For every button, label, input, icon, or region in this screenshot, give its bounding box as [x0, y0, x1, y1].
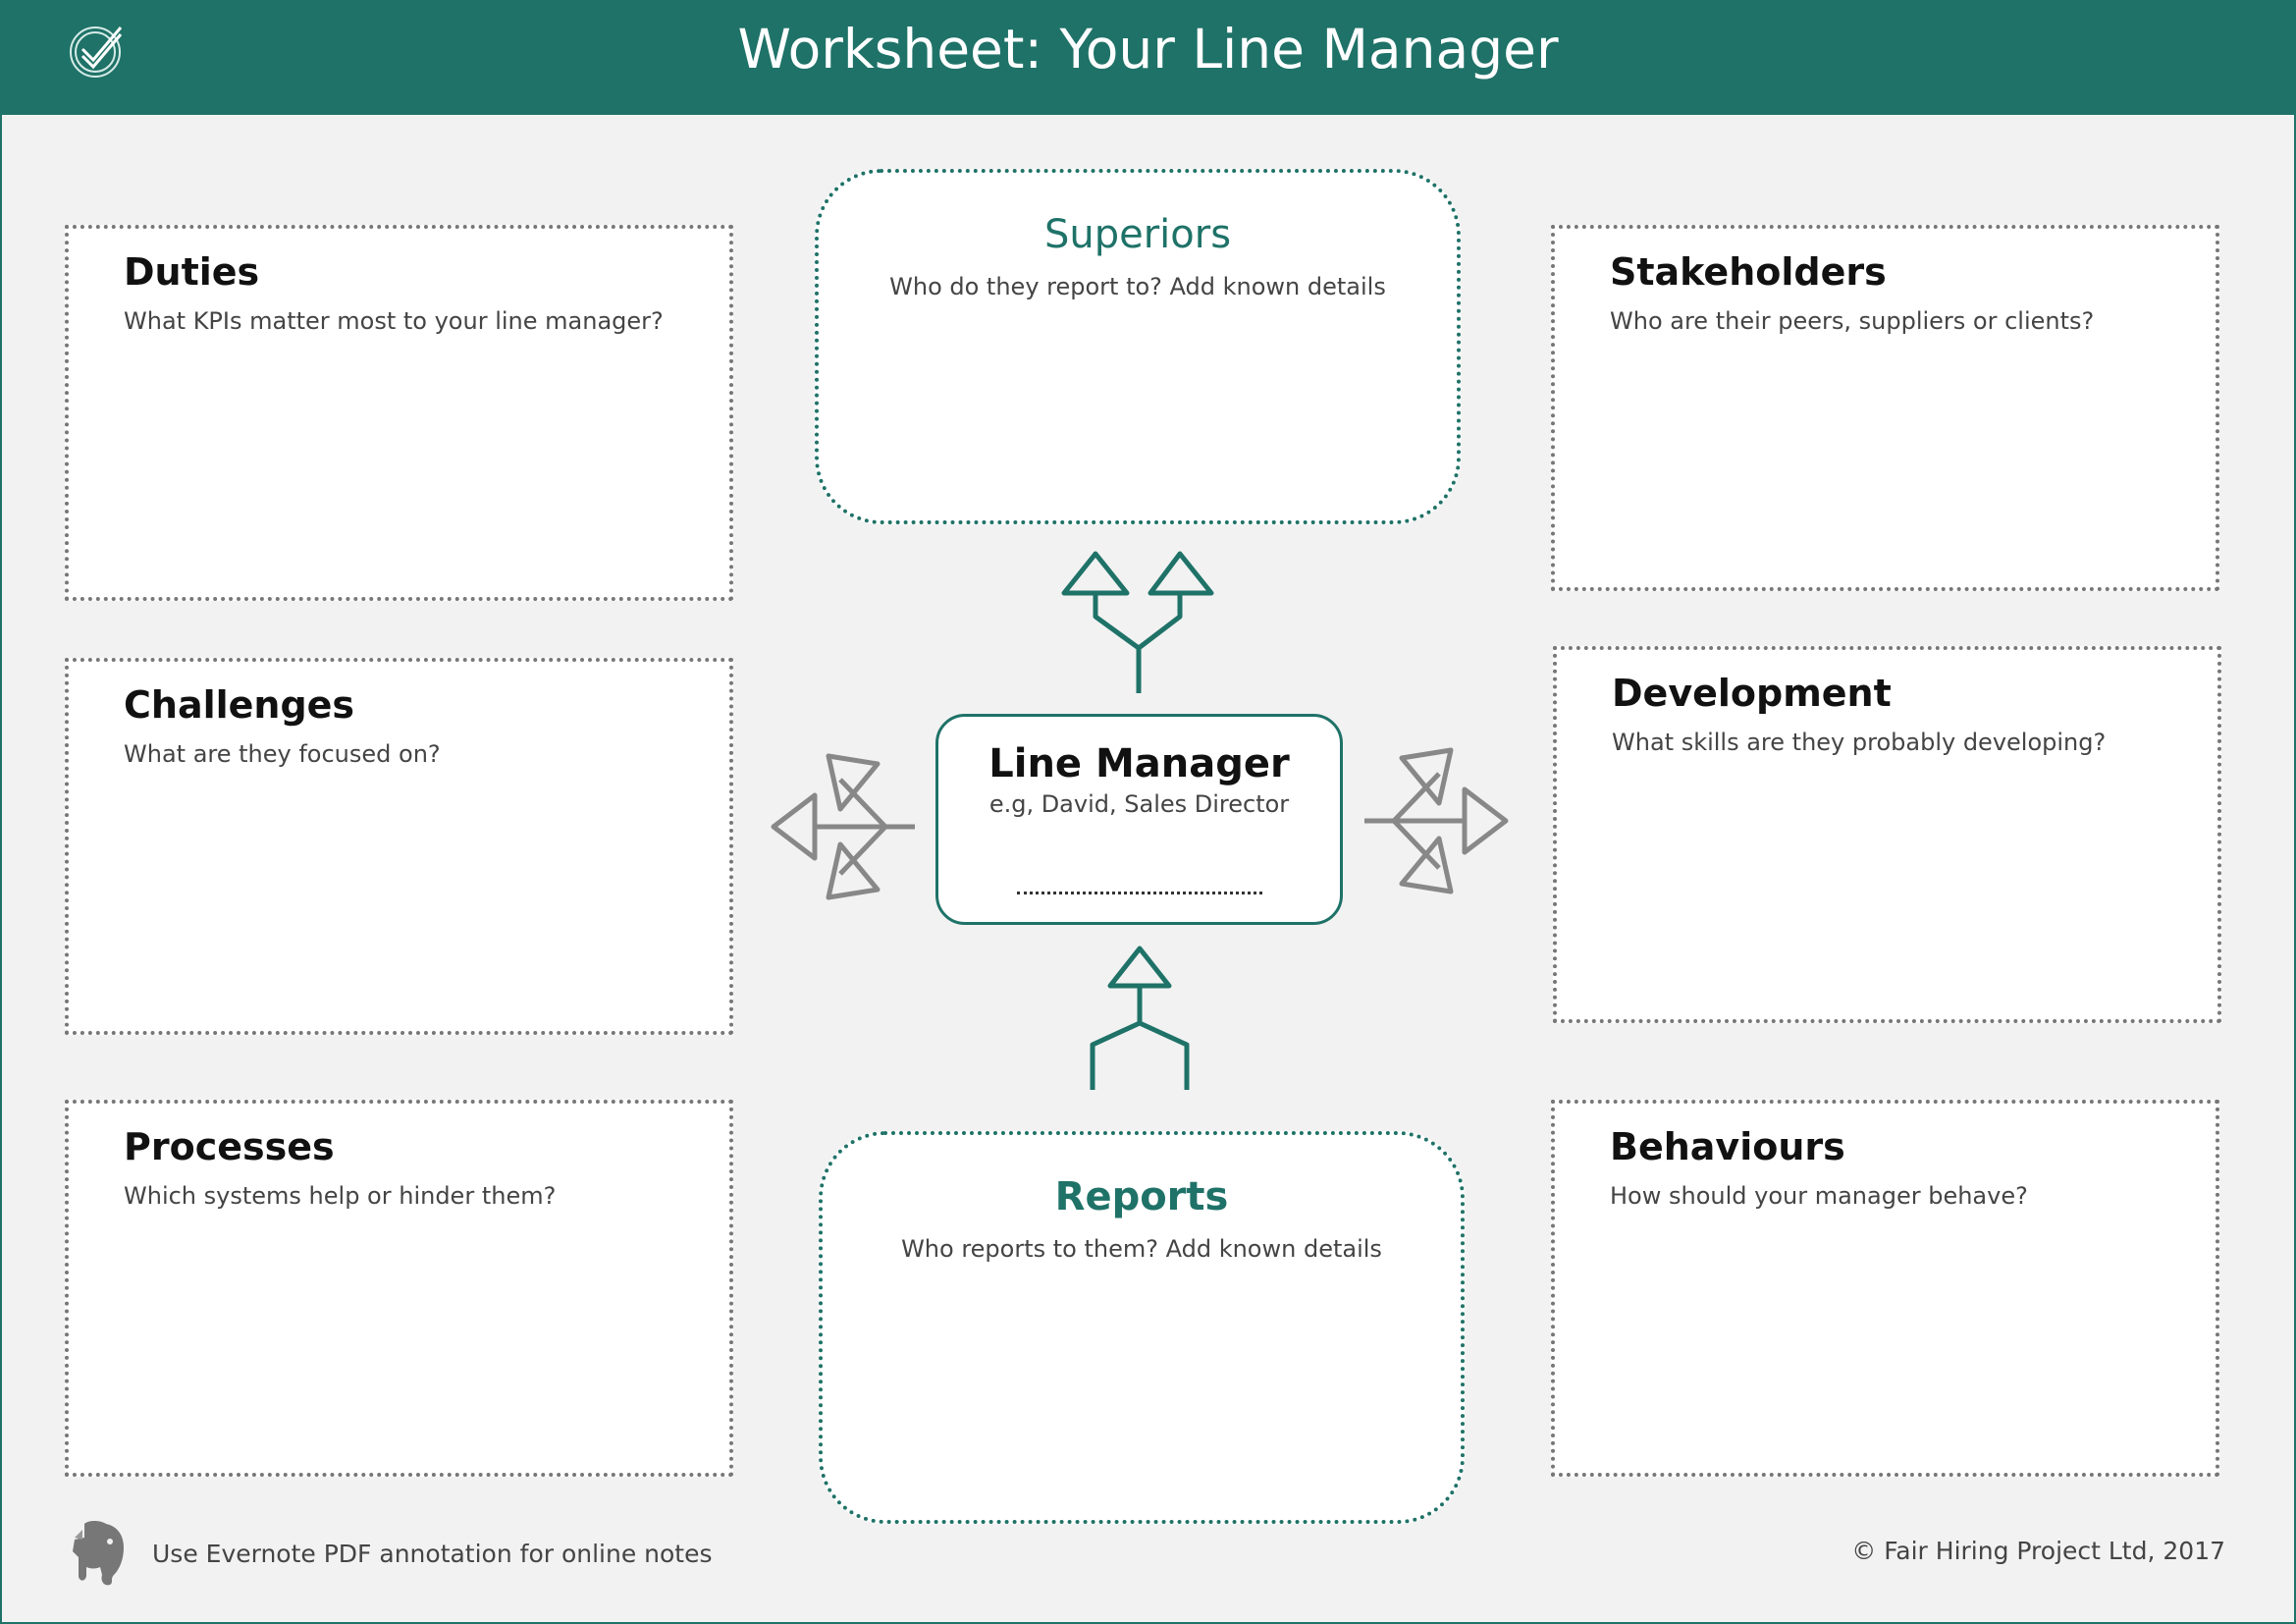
behaviours-title: Behaviours	[1610, 1125, 1845, 1168]
challenges-box[interactable]	[65, 658, 733, 1035]
superiors-title: Superiors	[1043, 212, 1232, 257]
processes-title: Processes	[124, 1125, 335, 1168]
header-bar	[0, 0, 2296, 115]
superiors-box[interactable]	[815, 169, 1461, 524]
line-manager-box[interactable]	[935, 714, 1343, 925]
page-title: Worksheet: Your Line Manager	[737, 18, 1559, 81]
line-manager-title: Line Manager	[988, 741, 1290, 786]
superiors-prompt: Who do they report to? Add known details	[889, 273, 1386, 300]
line-manager-example: e.g, David, Sales Director	[988, 790, 1290, 818]
name-entry-line[interactable]	[1017, 892, 1262, 894]
challenges-prompt: What are they focused on?	[124, 740, 441, 768]
evernote-elephant-icon	[71, 1518, 128, 1587]
development-prompt: What skills are they probably developing?	[1612, 729, 2107, 756]
duties-box[interactable]	[65, 225, 733, 601]
development-box[interactable]	[1553, 646, 2221, 1023]
reports-title: Reports	[1054, 1174, 1229, 1219]
right-fork-arrow-icon	[1361, 744, 1510, 897]
stakeholders-title: Stakeholders	[1610, 250, 1887, 294]
up-from-reports-arrow-icon	[1085, 945, 1195, 1092]
left-fork-arrow-icon	[770, 750, 919, 903]
duties-title: Duties	[124, 250, 260, 294]
behaviours-prompt: How should your manager behave?	[1610, 1182, 2028, 1210]
duties-prompt: What KPIs matter most to your line manager?	[124, 307, 664, 335]
stakeholders-box[interactable]	[1551, 225, 2219, 591]
processes-prompt: Which systems help or hinder them?	[124, 1182, 557, 1210]
challenges-title: Challenges	[124, 683, 355, 727]
up-fork-arrow-icon	[1060, 550, 1217, 697]
behaviours-box[interactable]	[1551, 1100, 2219, 1477]
copyright-text: © Fair Hiring Project Ltd, 2017	[1851, 1537, 2225, 1565]
reports-prompt: Who reports to them? Add known details	[901, 1235, 1382, 1263]
footer-note: Use Evernote PDF annotation for online notes	[152, 1540, 713, 1568]
reports-box[interactable]	[819, 1131, 1465, 1524]
development-title: Development	[1612, 672, 1892, 715]
stakeholders-prompt: Who are their peers, suppliers or clients?	[1610, 307, 2095, 335]
processes-box[interactable]	[65, 1100, 733, 1477]
